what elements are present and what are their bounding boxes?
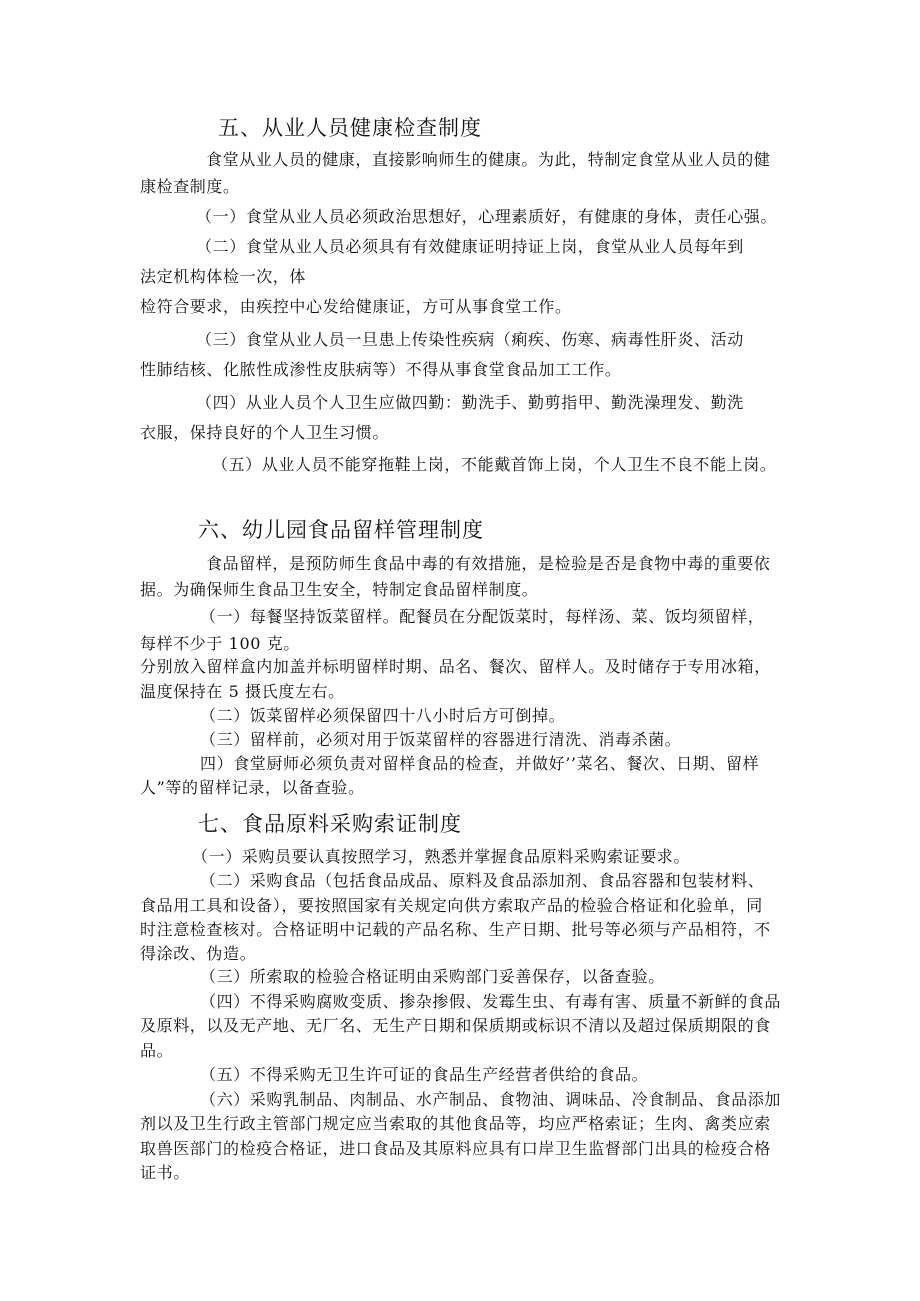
paragraph-line: 食品用工具和设备），要按照国家有关规定向供方索取产品的检验合格证和化验单，同 bbox=[140, 896, 763, 915]
paragraph-line: 法定机构体检一次，体 bbox=[140, 267, 307, 286]
paragraph-line: 分别放入留样盒内加盖并标明留样时期、品名、餐次、留样人。及时储存于专用冰箱， bbox=[140, 657, 771, 676]
paragraph-line: 据。为确保师生食品卫生安全，特制定食品留样制度。 bbox=[140, 580, 539, 599]
paragraph-line: 检符合要求，由疾控中心发给健康证，方可从事食堂工作。 bbox=[140, 297, 572, 316]
paragraph-line: 性肺结核、化脓性成渗性皮肤病等）不得从事食堂食品加工工作。 bbox=[140, 360, 622, 379]
paragraph-line: （一）采购员要认真按照学习，熟悉并掌握食品原料采购索证要求。 bbox=[192, 847, 691, 866]
paragraph-line: 食堂从业人员的健康，直接影响师生的健康。为此，特制定食堂从业人员的健 bbox=[206, 150, 771, 169]
paragraph-line: 衣服，保持良好的个人卫生习惯。 bbox=[140, 423, 390, 442]
section-title-health-check: 五、从业人员健康检查制度 bbox=[218, 116, 482, 140]
paragraph-line: （三）食堂从业人员一旦患上传染性疾病（痢疾、伤寒、病毒性肝炎、活动 bbox=[196, 330, 744, 349]
paragraph-line: （五）不得采购无卫生许可证的食品生产经营者供给的食品。 bbox=[200, 1065, 649, 1084]
paragraph-line: 温度保持在 5 摄氏度左右。 bbox=[140, 682, 345, 701]
paragraph-line: （二）采购食品（包括食品成品、原料及食品添加剂、食品容器和包装材料、 bbox=[200, 871, 765, 890]
paragraph-line: （四）不得采购腐败变质、掺杂掺假、发霉生虫、有毒有害、质量不新鲜的食品 bbox=[200, 992, 782, 1011]
paragraph-line: 得涂改、伪造。 bbox=[140, 944, 257, 963]
paragraph-line: （一）每餐坚持饭菜留样。配餐员在分配饭菜时，每样汤、菜、饭均须留样， bbox=[200, 607, 765, 626]
paragraph-line: （四）从业人员个人卫生应做四勤：勤洗手、勤剪指甲、勤洗澡理发、勤洗 bbox=[196, 393, 744, 412]
paragraph-line: 食品留样，是预防师生食品中毒的有效措施，是检验是否是食物中毒的重要依 bbox=[206, 554, 771, 573]
section-title-procurement: 七、食品原料采购索证制度 bbox=[198, 812, 462, 836]
paragraph-line: （一）食堂从业人员必须政治思想好，心理素质好，有健康的身体，责任心强。 bbox=[196, 207, 778, 226]
paragraph-line: 时注意检查核对。合格证明中记载的产品名称、生产日期、批号等必须与产品相符，不 bbox=[140, 920, 771, 939]
section-title-food-sample: 六、幼儿园食品留样管理制度 bbox=[198, 518, 484, 542]
paragraph-line: 每样不少于 100 克。 bbox=[140, 634, 300, 653]
paragraph-line: 品。 bbox=[140, 1041, 174, 1060]
paragraph-line: （三）所索取的检验合格证明由采购部门妥善保存，以备查验。 bbox=[200, 967, 665, 986]
paragraph-line: （五）从业人员不能穿拖鞋上岗，不能戴首饰上岗，个人卫生不良不能上岗。 bbox=[212, 455, 777, 474]
paragraph-line: 人”等的留样记录，以备查验。 bbox=[140, 778, 365, 797]
paragraph-line: 四）食堂厨师必须负责对留样食品的检查，并做好’’菜名、餐次、日期、留样 bbox=[200, 754, 760, 773]
paragraph-line: （六）采购乳制品、肉制品、水产制品、食物油、调味品、冷食制品、食品添加 bbox=[200, 1090, 782, 1109]
paragraph-line: 取兽医部门的检疫合格证，进口食品及其原料应具有口岸卫生监督部门出具的检疫合格 bbox=[140, 1139, 771, 1158]
paragraph-line: 及原料，以及无产地、无厂名、无生产日期和保质期或标识不清以及超过保质期限的食 bbox=[140, 1016, 771, 1035]
paragraph-line: （二）食堂从业人员必须具有有效健康证明持证上岗，食堂从业人员每年到 bbox=[196, 237, 744, 256]
paragraph-line: 证书。 bbox=[140, 1163, 190, 1182]
paragraph-line: （二）饭菜留样必须保留四十八小时后方可倒掉。 bbox=[200, 706, 566, 725]
paragraph-line: （三）留样前，必须对用于饭菜留样的容器进行清洗、消毒杀菌。 bbox=[200, 730, 682, 749]
paragraph-line: 剂以及卫生行政主管部门规定应当索取的其他食品等，均应严格索证；生肉、禽类应索 bbox=[140, 1114, 771, 1133]
paragraph-line: 康检查制度。 bbox=[140, 177, 240, 196]
